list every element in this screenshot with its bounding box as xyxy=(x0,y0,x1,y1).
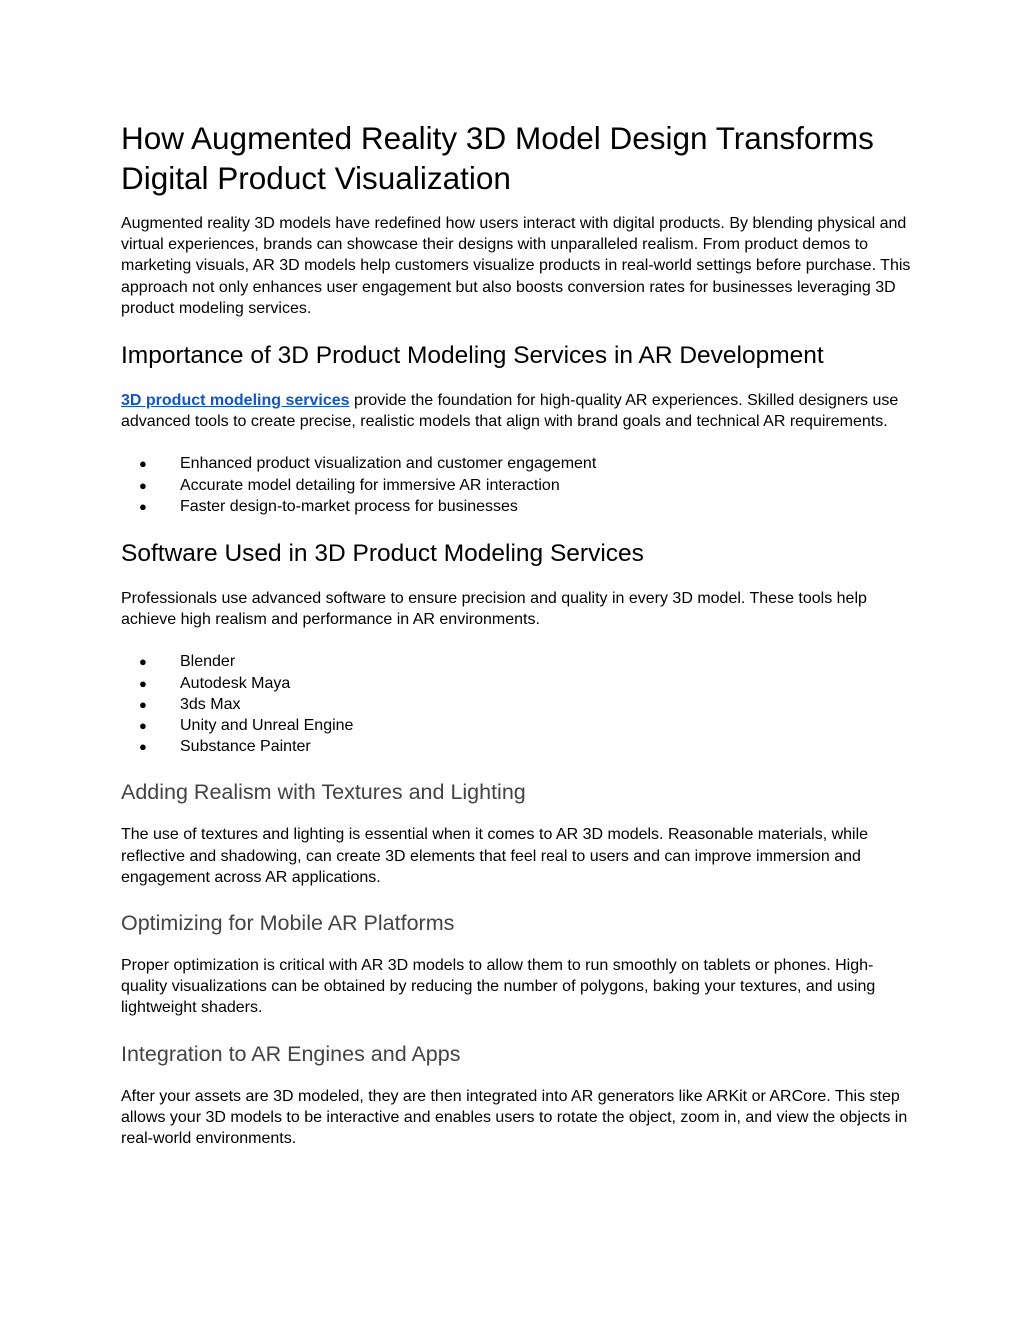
section-heading-mobile: Optimizing for Mobile AR Platforms xyxy=(121,911,455,936)
bullet-icon: ● xyxy=(139,718,147,734)
bullet-icon: ● xyxy=(139,675,147,691)
section-heading-integration: Integration to AR Engines and Apps xyxy=(121,1041,461,1066)
importance-paragraph xyxy=(121,390,911,432)
section-heading-importance: Importance of 3D Product Modeling Services in AR Development xyxy=(121,342,824,370)
realism-paragraph: The use of textures and lighting is essential when it comes to AR 3D models. Reasonable materials, while reflective and shadowing, can create 3D elements that feel real to users and can improve immersion and engagement across AR applications. xyxy=(121,826,869,886)
importance-bullet-list xyxy=(121,453,911,517)
software-bullet-list xyxy=(121,651,911,757)
integration-paragraph: After your assets are 3D modeled, they are then integrated into AR generators like ARKit or ARCore. This step allows your 3D models to be interactive and enables users to rotate the object, zoom in, and view the objects in real-world environments. xyxy=(121,1087,908,1148)
list-item: ● Substance Painter xyxy=(121,736,911,757)
list-item: ● Enhanced product visualization and customer engagement xyxy=(121,453,911,474)
bullet-icon: ● xyxy=(139,696,147,712)
bullet-icon: ● xyxy=(139,477,147,493)
list-item: ● Unity and Unreal Engine xyxy=(121,715,911,736)
3d-product-modeling-services-link[interactable]: 3D product modeling services xyxy=(121,392,350,410)
importance-paragraph-text: provide the foundation for high-quality AR experiences. Skilled designers use advanced tools to create precise, realistic models that align with brand goals and technical AR requirements. xyxy=(121,392,899,431)
list-item: ● Autodesk Maya xyxy=(121,673,911,694)
list-item: ● 3ds Max xyxy=(121,694,911,715)
bullet-icon: ● xyxy=(139,456,147,472)
bullet-icon: ● xyxy=(139,739,147,755)
section-heading-software: Software Used in 3D Product Modeling Services xyxy=(121,540,644,568)
page-title: How Augmented Reality 3D Model Design Transforms Digital Product Visualization xyxy=(121,120,874,196)
mobile-paragraph: Proper optimization is critical with AR 3D models to allow them to run smoothly on tablets or phones. High-quality visualizations can be obtained by reducing the number of polygons, baking your textures, and using lightweight shaders. xyxy=(121,957,876,1017)
bullet-icon: ● xyxy=(139,498,147,514)
section-heading-realism: Adding Realism with Textures and Lighting xyxy=(121,780,526,805)
bullet-icon: ● xyxy=(139,654,147,670)
document-body xyxy=(121,118,911,1170)
software-paragraph: Professionals use advanced software to ensure precision and quality in every 3D model. These tools help achieve high realism and performance in AR environments. xyxy=(121,590,867,629)
list-item: ● Faster design-to-market process for businesses xyxy=(121,496,911,517)
list-item: ● Blender xyxy=(121,651,911,672)
list-item: ● Accurate model detailing for immersive AR interaction xyxy=(121,475,911,496)
intro-paragraph: Augmented reality 3D models have redefined how users interact with digital products. By blending physical and virtual experiences, brands can showcase their designs with unparalleled realism. From product demos to marketing visuals, AR 3D models help customers visualize products in real-world settings before purchase. This approach not only enhances user engagement but also boosts conversion rates for businesses leveraging 3D product modeling services. xyxy=(121,215,911,317)
